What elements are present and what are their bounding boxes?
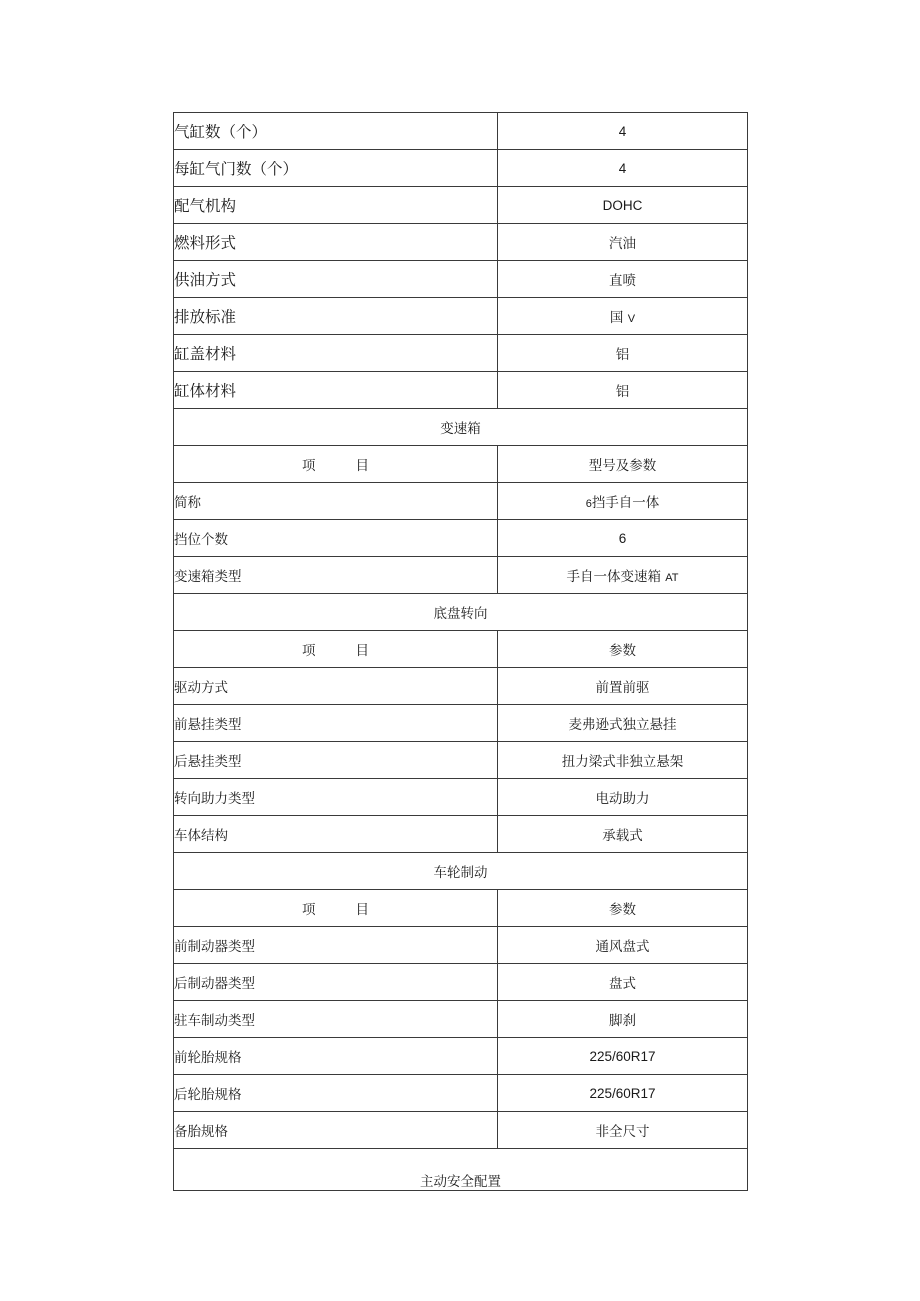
row-label: 排放标准 [174, 298, 498, 335]
value-num: V [627, 313, 636, 325]
row-value: 225/60R17 [498, 1075, 748, 1112]
header-row [174, 631, 748, 668]
row-value [498, 483, 748, 520]
row-label: 每缸气门数（个） [174, 150, 498, 187]
table-row [174, 187, 748, 224]
row-label: 缸盖材料 [174, 335, 498, 372]
value-num: AT [665, 572, 679, 584]
row-value: 承载式 [498, 816, 748, 853]
row-label: 备胎规格 [174, 1112, 498, 1149]
row-label: 燃料形式 [174, 224, 498, 261]
header-item-a: 项 [302, 458, 316, 474]
table-row [174, 964, 748, 1001]
table-row [174, 1038, 748, 1075]
table-row [174, 705, 748, 742]
row-label: 前轮胎规格 [174, 1038, 498, 1075]
row-label: 前悬挂类型 [174, 705, 498, 742]
row-label: 后轮胎规格 [174, 1075, 498, 1112]
row-value: 麦弗逊式独立悬挂 [498, 705, 748, 742]
header-item [174, 890, 498, 927]
section-title-chassis: 底盘转向 [174, 594, 748, 631]
value-num: 6 [585, 498, 592, 510]
row-label: 驻车制动类型 [174, 1001, 498, 1038]
header-item-a: 项 [302, 643, 316, 659]
header-params: 参数 [498, 890, 748, 927]
table-row [174, 1001, 748, 1038]
section-title-transmission: 变速箱 [174, 409, 748, 446]
table-row [174, 261, 748, 298]
row-value: 4 [498, 150, 748, 187]
row-label: 后制动器类型 [174, 964, 498, 1001]
header-params: 参数 [498, 631, 748, 668]
section-title-wheels-brakes: 车轮制动 [174, 853, 748, 890]
row-value: 铝 [498, 335, 748, 372]
row-label: 车体结构 [174, 816, 498, 853]
row-label: 缸体材料 [174, 372, 498, 409]
table-row [174, 298, 748, 335]
row-value: 225/60R17 [498, 1038, 748, 1075]
table-row [174, 742, 748, 779]
header-item [174, 631, 498, 668]
row-value: 扭力梁式非独立悬架 [498, 742, 748, 779]
row-label: 驱动方式 [174, 668, 498, 705]
table-row [174, 483, 748, 520]
row-value [498, 298, 748, 335]
row-label: 配气机构 [174, 187, 498, 224]
header-item-b: 目 [355, 643, 369, 659]
value-cn: 挡手自一体 [591, 495, 660, 511]
table-row [174, 1112, 748, 1149]
header-params: 型号及参数 [498, 446, 748, 483]
row-value: 6 [498, 520, 748, 557]
row-label: 简称 [174, 483, 498, 520]
table-row [174, 113, 748, 150]
row-value: 铝 [498, 372, 748, 409]
row-label: 转向助力类型 [174, 779, 498, 816]
row-label: 前制动器类型 [174, 927, 498, 964]
row-value: 通风盘式 [498, 927, 748, 964]
table-row [174, 927, 748, 964]
header-item [174, 446, 498, 483]
table-row [174, 557, 748, 594]
row-value: 电动助力 [498, 779, 748, 816]
table-row [174, 335, 748, 372]
table-row [174, 779, 748, 816]
row-value: 非全尺寸 [498, 1112, 748, 1149]
active-safety-title-text: 主动安全配置 [420, 1174, 501, 1190]
row-label: 供油方式 [174, 261, 498, 298]
section-row [174, 853, 748, 890]
table-row [174, 372, 748, 409]
row-value: DOHC [498, 187, 748, 224]
section-row [174, 594, 748, 631]
header-item-a: 项 [302, 902, 316, 918]
row-label: 气缸数（个） [174, 113, 498, 150]
table-row [174, 224, 748, 261]
section-row [174, 1149, 748, 1191]
header-row [174, 890, 748, 927]
row-value: 汽油 [498, 224, 748, 261]
row-label: 变速箱类型 [174, 557, 498, 594]
row-value: 4 [498, 113, 748, 150]
spec-table [173, 112, 748, 1191]
row-value: 脚刹 [498, 1001, 748, 1038]
header-item-b: 目 [355, 902, 369, 918]
row-label: 挡位个数 [174, 520, 498, 557]
value-cn: 国 [609, 310, 624, 326]
row-value: 前置前驱 [498, 668, 748, 705]
value-cn: 手自一体变速箱 [566, 569, 661, 585]
row-value [498, 557, 748, 594]
table-row [174, 1075, 748, 1112]
table-row [174, 150, 748, 187]
section-title-active-safety [174, 1149, 748, 1191]
table-row [174, 668, 748, 705]
row-value: 直喷 [498, 261, 748, 298]
row-value: 盘式 [498, 964, 748, 1001]
row-label: 后悬挂类型 [174, 742, 498, 779]
section-row [174, 409, 748, 446]
table-row [174, 816, 748, 853]
header-row [174, 446, 748, 483]
table-row [174, 520, 748, 557]
header-item-b: 目 [355, 458, 369, 474]
